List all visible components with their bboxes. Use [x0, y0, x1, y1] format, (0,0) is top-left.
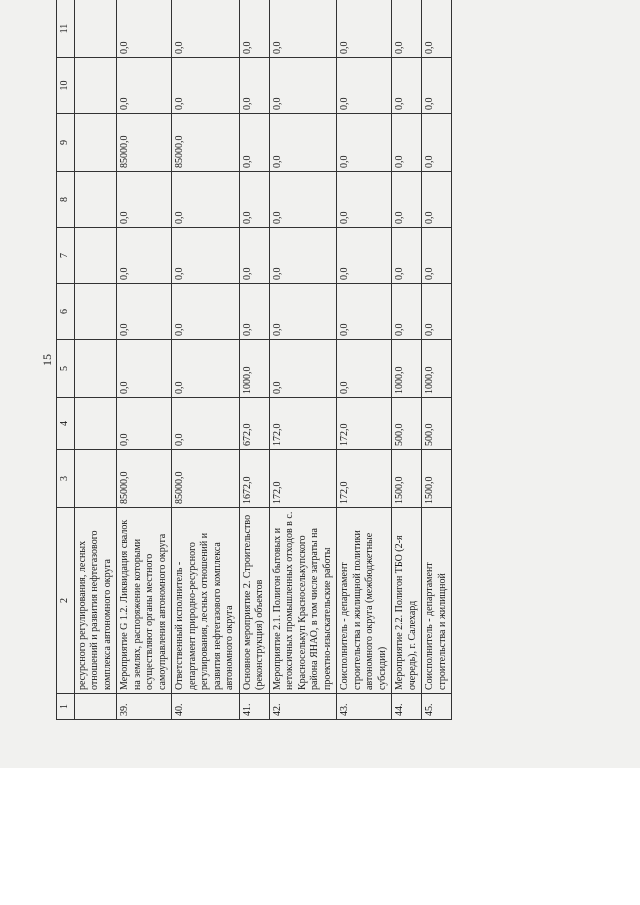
amount-cell: 0,0	[117, 172, 172, 228]
amount-cell: 0,0	[117, 398, 172, 450]
row-number-cell: 45.	[422, 694, 452, 720]
amount-cell: 0,0	[422, 172, 452, 228]
amount-cell: 0,0	[172, 398, 240, 450]
amount-cell: 1000,0	[422, 340, 452, 398]
amount-cell: 85000,0	[117, 114, 172, 172]
amount-cell: 0,0	[422, 58, 452, 114]
amount-cell: 172,0	[337, 398, 392, 450]
amount-cell: 1672,0	[239, 450, 269, 508]
amount-cell: 1500,0	[392, 450, 422, 508]
amount-cell: 0,0	[117, 228, 172, 284]
column-number: 9	[57, 114, 75, 172]
amount-cell: 1000,0	[392, 340, 422, 398]
amount-cell	[74, 398, 117, 450]
amount-cell: 500,0	[422, 398, 452, 450]
amount-cell: 0,0	[337, 172, 392, 228]
column-number: 1	[57, 694, 75, 720]
amount-cell: 0,0	[269, 114, 337, 172]
amount-cell: 0,0	[337, 284, 392, 340]
row-number-cell: 43.	[337, 694, 392, 720]
column-number: 10	[57, 58, 75, 114]
amount-cell	[74, 284, 117, 340]
item-name-cell: ресурсного регулирования, лесных отношений и развития нефтегазового комплекса автономного округа	[74, 508, 117, 694]
amount-cell: 0,0	[392, 172, 422, 228]
row-number-cell: 40.	[172, 694, 240, 720]
amount-cell: 0,0	[239, 284, 269, 340]
amount-cell: 1000,0	[239, 340, 269, 398]
amount-cell: 0,0	[117, 0, 172, 58]
rotated-document	[42, 0, 632, 720]
amount-cell: 172,0	[337, 450, 392, 508]
row-number-cell: 42.	[269, 694, 337, 720]
amount-cell: 0,0	[239, 228, 269, 284]
item-name-cell: Мероприятие 2.2. Полигон ТБО (2-я очередь), г. Салехард	[392, 508, 422, 694]
row-number-cell: 39.	[117, 694, 172, 720]
amount-cell: 172,0	[269, 398, 337, 450]
amount-cell	[74, 228, 117, 284]
amount-cell: 0,0	[337, 114, 392, 172]
amount-cell: 0,0	[269, 58, 337, 114]
row-number-cell: 44.	[392, 694, 422, 720]
amount-cell	[74, 172, 117, 228]
amount-cell: 0,0	[269, 340, 337, 398]
amount-cell: 0,0	[117, 284, 172, 340]
amount-cell: 0,0	[337, 58, 392, 114]
amount-cell: 0,0	[172, 172, 240, 228]
amount-cell: 0,0	[239, 58, 269, 114]
item-name-cell: Соисполнитель - департамент строительства и жилищной политики автономного округа (межбюджетные субсидии)	[337, 508, 392, 694]
amount-cell: 0,0	[422, 284, 452, 340]
table-row	[392, 0, 422, 720]
amount-cell: 0,0	[239, 172, 269, 228]
budget-table	[56, 0, 452, 720]
amount-cell: 500,0	[392, 398, 422, 450]
column-number: 6	[57, 284, 75, 340]
amount-cell: 0,0	[392, 0, 422, 58]
amount-cell: 0,0	[392, 228, 422, 284]
item-name-cell: Ответственный исполнитель - департамент природно-ресурсного регулирования, лесных отношений и развития нефтегазового комплекса автономного округа	[172, 508, 240, 694]
column-number: 8	[57, 172, 75, 228]
item-name-cell: Основное мероприятие 2. Строительство (реконструкция) объектов	[239, 508, 269, 694]
amount-cell: 0,0	[172, 340, 240, 398]
amount-cell: 0,0	[239, 114, 269, 172]
item-name-cell: Мероприятие G 1.2. Ликвидация свалок на землях, распоряжение которыми осуществляют органы местного самоуправления автономного округа	[117, 508, 172, 694]
amount-cell	[74, 114, 117, 172]
amount-cell: 85000,0	[172, 114, 240, 172]
amount-cell	[74, 58, 117, 114]
amount-cell: 0,0	[172, 58, 240, 114]
amount-cell: 0,0	[422, 228, 452, 284]
amount-cell: 85000,0	[172, 450, 240, 508]
amount-cell: 0,0	[269, 228, 337, 284]
table-row	[117, 0, 172, 720]
amount-cell: 0,0	[422, 0, 452, 58]
amount-cell: 0,0	[269, 284, 337, 340]
amount-cell: 0,0	[269, 172, 337, 228]
amount-cell	[74, 340, 117, 398]
column-number-row	[57, 0, 75, 720]
amount-cell	[74, 0, 117, 58]
column-number: 4	[57, 398, 75, 450]
table-row	[239, 0, 269, 720]
amount-cell	[74, 450, 117, 508]
amount-cell: 0,0	[392, 284, 422, 340]
column-number: 2	[57, 508, 75, 694]
amount-cell: 0,0	[172, 284, 240, 340]
amount-cell: 1500,0	[422, 450, 452, 508]
item-name-cell: Соисполнитель - департамент строительства и жилищной	[422, 508, 452, 694]
amount-cell: 0,0	[422, 114, 452, 172]
column-number: 7	[57, 228, 75, 284]
amount-cell: 85000,0	[117, 450, 172, 508]
table-row	[269, 0, 337, 720]
amount-cell: 0,0	[172, 228, 240, 284]
table-row	[172, 0, 240, 720]
column-number: 3	[57, 450, 75, 508]
amount-cell: 0,0	[239, 0, 269, 58]
page-number: 15	[40, 354, 54, 366]
column-number: 11	[57, 0, 75, 58]
amount-cell: 0,0	[117, 340, 172, 398]
row-number-cell: 41.	[239, 694, 269, 720]
table-row	[74, 0, 117, 720]
table-row	[422, 0, 452, 720]
amount-cell: 0,0	[337, 340, 392, 398]
amount-cell: 672,0	[239, 398, 269, 450]
row-number-cell	[74, 694, 117, 720]
amount-cell: 0,0	[392, 114, 422, 172]
amount-cell: 0,0	[117, 58, 172, 114]
amount-cell: 0,0	[337, 0, 392, 58]
column-number: 5	[57, 340, 75, 398]
table-row	[337, 0, 392, 720]
item-name-cell: Мероприятие 2.1. Полигон бытовых и нетоксичных промышленных отходов в с. Красноселькуп Красноселькупского района ЯНАО, в том числе затраты на проектно-изыскательские работы	[269, 508, 337, 694]
amount-cell: 0,0	[269, 0, 337, 58]
amount-cell: 0,0	[337, 228, 392, 284]
amount-cell: 0,0	[392, 58, 422, 114]
amount-cell: 0,0	[172, 0, 240, 58]
amount-cell: 172,0	[269, 450, 337, 508]
